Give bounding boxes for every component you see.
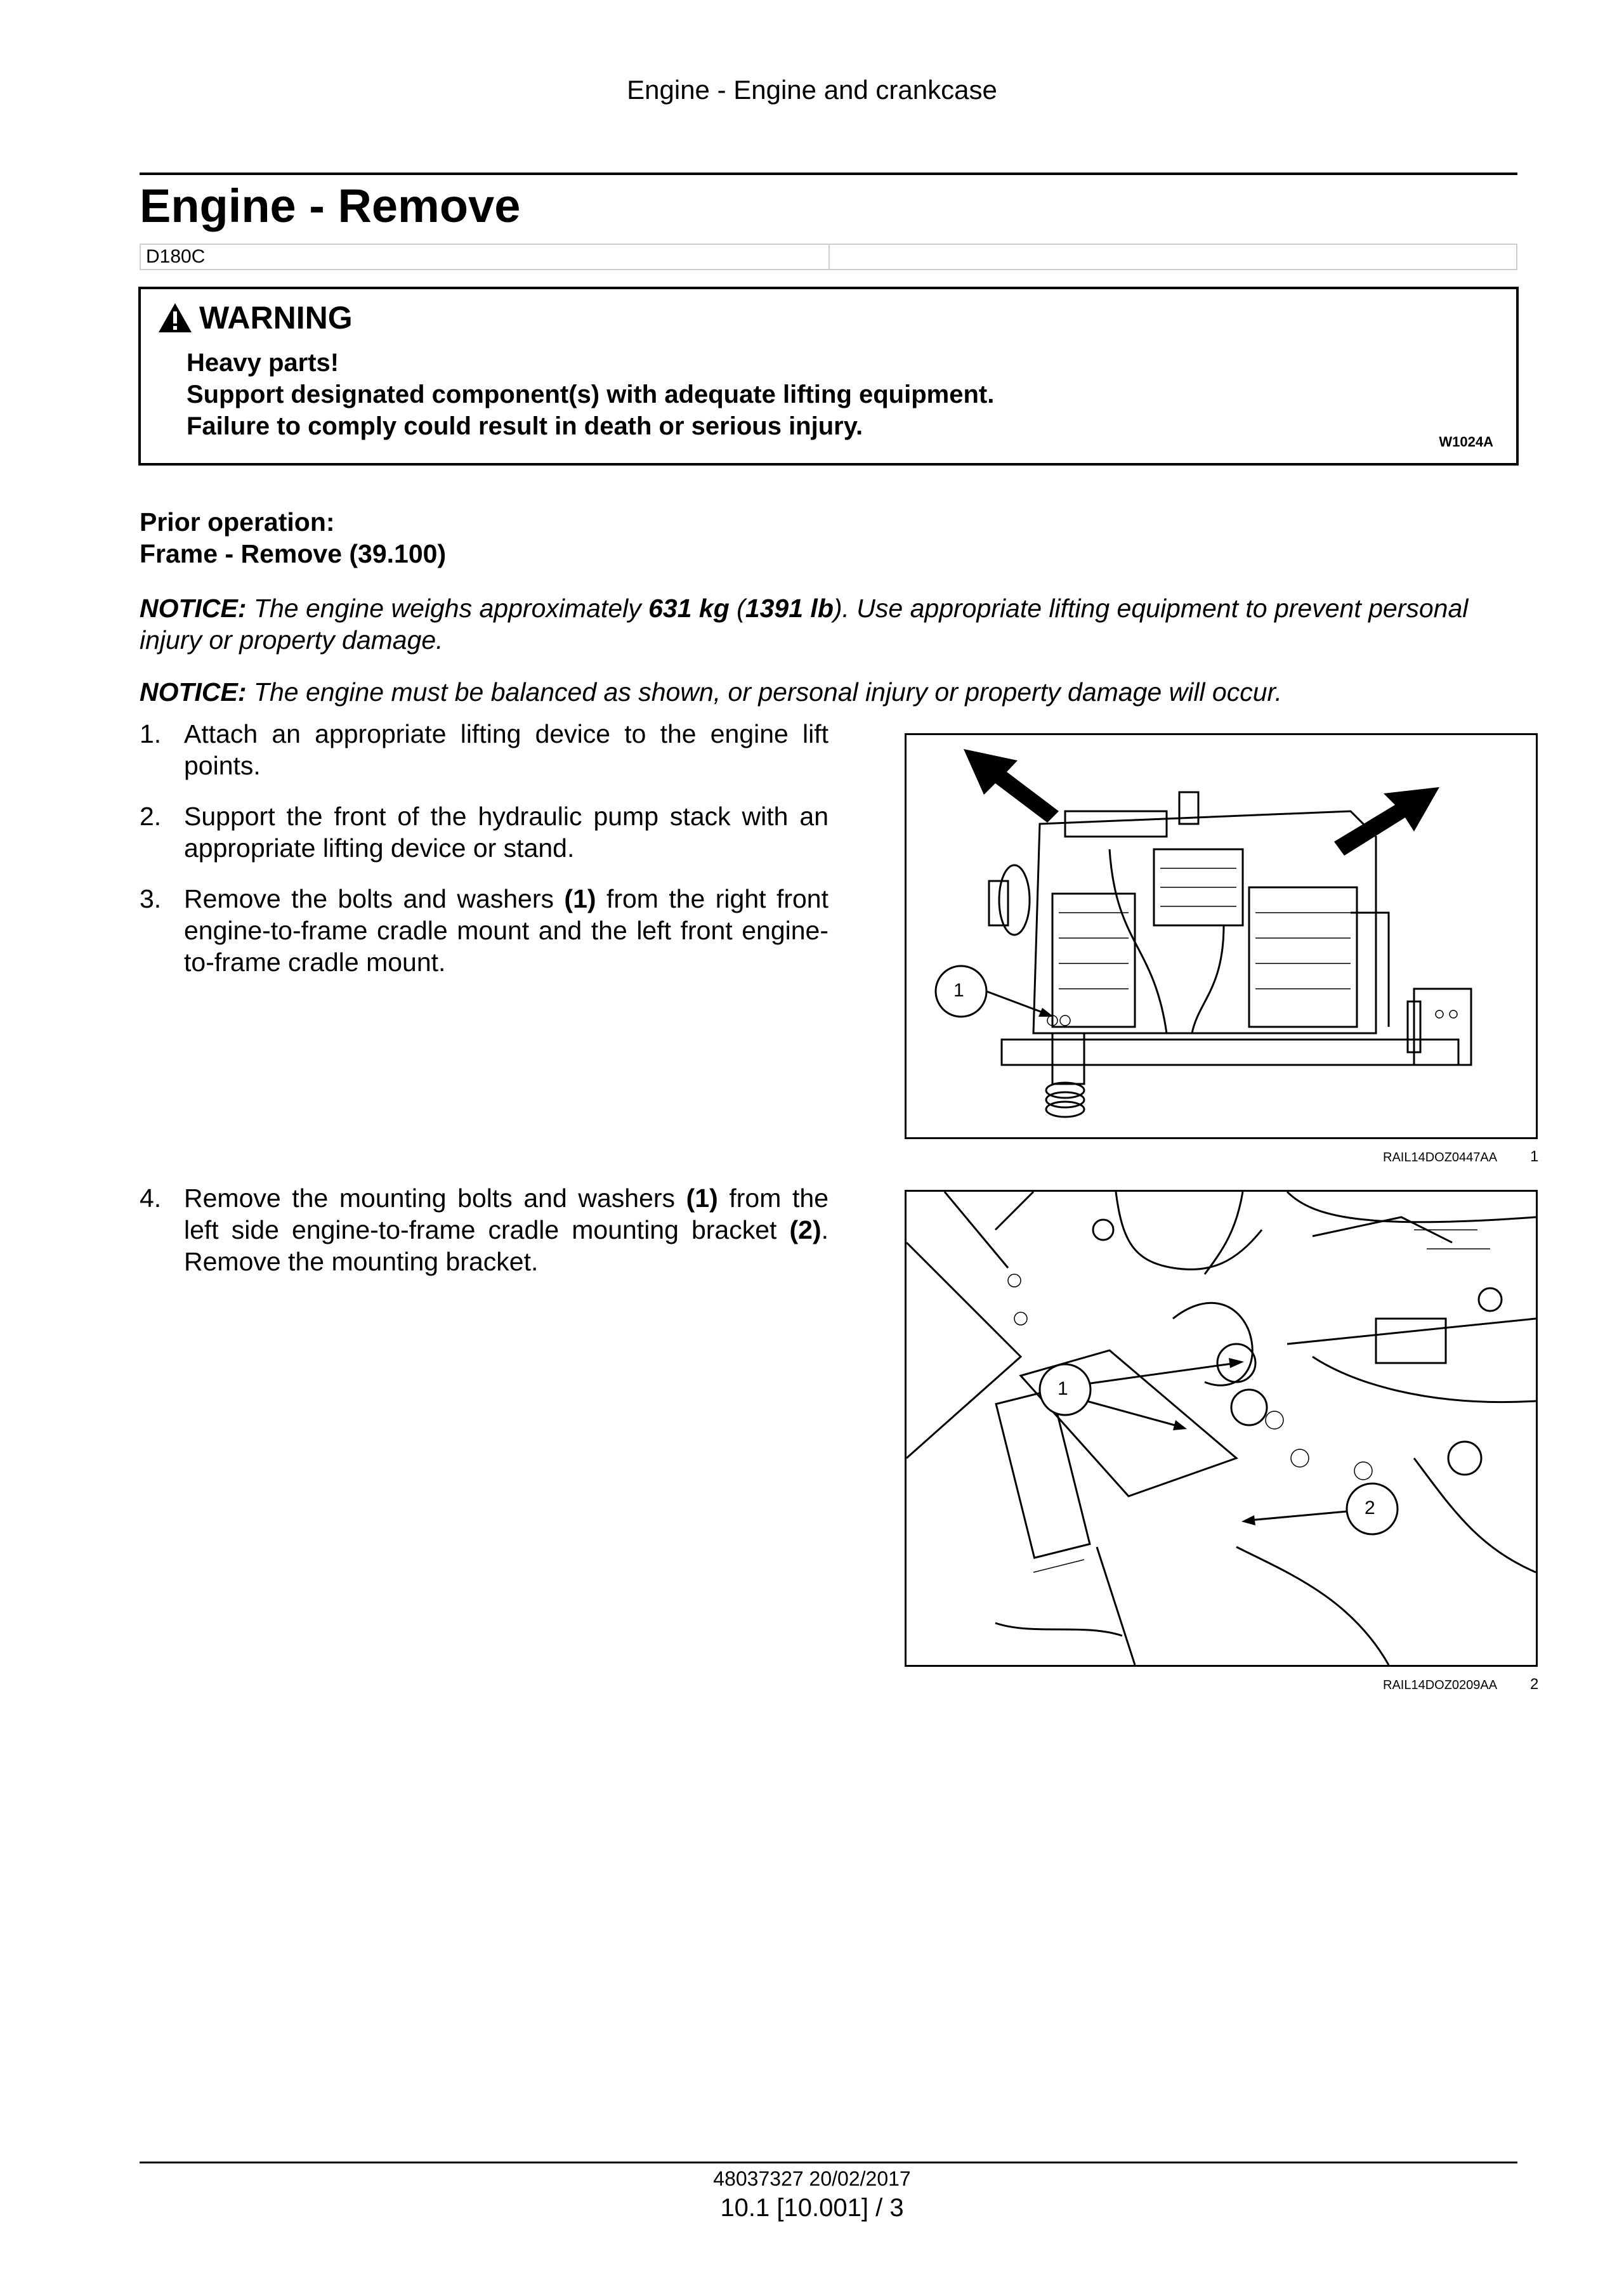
callout-1: 1 — [1058, 1378, 1068, 1399]
warning-box — [138, 287, 1519, 466]
footer-rule — [140, 2162, 1517, 2163]
model-cell-empty — [830, 245, 840, 269]
notice-text: ( — [729, 594, 745, 623]
notice-text: ). Use appropriate lifting equipment to prevent personal injury or property damage. — [140, 594, 1469, 655]
model-cell: D180C — [141, 245, 830, 269]
engine-drawing — [907, 735, 1536, 1137]
callout-ref: (2) — [789, 1215, 822, 1244]
step-2 — [140, 800, 828, 864]
figure-2-bracket-illustration — [905, 1190, 1538, 1667]
notice-weight-kg: 631 kg — [648, 594, 730, 623]
warning-line: Failure to comply could result in death or serious injury. — [187, 412, 863, 440]
warning-line: Support designated component(s) with adequate lifting equipment. — [187, 381, 995, 408]
notice-weight — [140, 592, 1520, 656]
step-1 — [140, 718, 828, 781]
notice-text: The engine must be balanced as shown, or personal injury or property damage will occur. — [246, 677, 1283, 707]
callout-ref: (1) — [564, 884, 596, 913]
figure-ref: RAIL14DOZ0447AA — [1383, 1151, 1498, 1164]
footer-page-number: 10.1 [10.001] / 3 — [720, 2194, 904, 2222]
figure-ref: RAIL14DOZ0209AA — [1383, 1678, 1498, 1692]
prior-operation-label: Prior operation: — [140, 507, 335, 537]
warning-heading-text: WARNING — [199, 300, 353, 336]
figure-1-engine-illustration — [905, 733, 1538, 1139]
notice-balance — [140, 676, 1520, 708]
warning-heading — [157, 299, 353, 336]
step-number: 1. — [140, 719, 162, 748]
warning-line: Heavy parts! — [187, 349, 339, 377]
callout-2: 2 — [1365, 1497, 1375, 1518]
figure-number: 1 — [1530, 1148, 1539, 1165]
running-header: Engine - Engine and crankcase — [627, 75, 997, 105]
lift-point-arrow — [964, 749, 1059, 823]
step-3 — [140, 883, 828, 978]
step-text: Attach an appropriate lifting device to the engine lift points. — [184, 719, 828, 780]
warning-code: W1024A — [1439, 434, 1493, 450]
notice-weight-lb: 1391 lb — [745, 594, 834, 623]
notice-label: NOTICE: — [140, 677, 247, 707]
step-number: 4. — [140, 1184, 162, 1213]
figure-number: 2 — [1530, 1676, 1539, 1693]
step-number: 3. — [140, 884, 162, 913]
prior-operation-link[interactable]: Frame - Remove (39.100) — [140, 539, 447, 568]
title-rule — [140, 173, 1517, 175]
lift-point-arrow — [1334, 787, 1439, 856]
bracket-drawing — [907, 1192, 1536, 1665]
step-number: 2. — [140, 802, 162, 831]
step-text: Remove the bolts and washers (1) from the right front engine-to-frame cradle mount and the left front engine-to-frame cradle mount. — [184, 884, 828, 977]
callout-ref: (1) — [686, 1184, 718, 1213]
model-table — [140, 244, 1517, 270]
step-text: Remove the mounting bolts and washers (1) from the left side engine-to-frame cradle mounting bracket (2). Remove the mounting bracket. — [184, 1184, 828, 1276]
notice-label: NOTICE: — [140, 594, 247, 623]
step-text: Support the front of the hydraulic pump stack with an appropriate lifting device or stand. — [184, 802, 828, 863]
warning-triangle-icon — [157, 302, 193, 334]
step-4 — [140, 1182, 828, 1277]
page-title: Engine - Remove — [140, 179, 521, 232]
callout-1: 1 — [953, 980, 964, 1001]
notice-text: The engine weighs approximately — [246, 594, 649, 623]
footer-document-id: 48037327 20/02/2017 — [713, 2167, 911, 2190]
